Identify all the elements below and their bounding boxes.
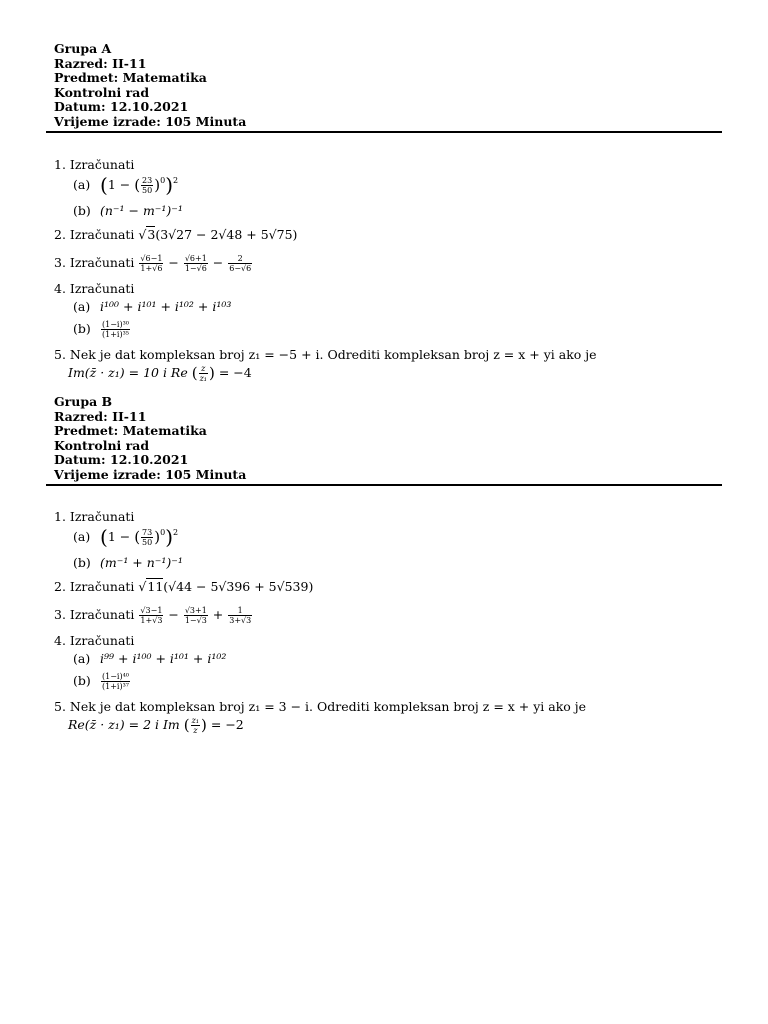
subproblem-label: (a) [73, 299, 91, 314]
expression: (m⁻¹ + n⁻¹)⁻¹ [100, 555, 183, 570]
fraction [228, 254, 252, 273]
duration-line: Vrijeme izrade: 105 Minuta [54, 113, 247, 129]
fraction-denominator: z [193, 726, 198, 735]
fraction [139, 254, 163, 273]
fraction-numerator: √3+1 [184, 606, 207, 615]
fraction [184, 254, 208, 273]
subproblem-label: (a) [73, 177, 91, 192]
problem-4b [54, 672, 131, 691]
problem-label: 2. Izračunati [54, 579, 135, 594]
header-divider [46, 131, 722, 133]
subject-line: Predmet: Matematika [54, 70, 207, 85]
square-root: √3 [138, 227, 156, 242]
problem-4a [54, 299, 231, 314]
fraction [101, 672, 130, 691]
fraction-denominator: 50 [142, 186, 153, 195]
fraction-numerator: √3−1 [140, 606, 163, 615]
fraction [141, 176, 153, 195]
expression: (√44 − 5√396 + 5√539) [163, 579, 314, 594]
fraction [141, 528, 153, 547]
group-title: Grupa B [54, 394, 113, 409]
class-line: Razred: II-11 [54, 408, 147, 424]
problem-condition: Re(z̄ · z₁) = 2 i Im ( $\frac{\text{z₁}}{z}$ ) = −2 [68, 716, 244, 735]
fraction [101, 320, 130, 339]
fraction-numerator: z [199, 364, 208, 374]
header-divider [46, 484, 722, 486]
problem-3: 3. Izračunati $\frac{√3-1}{1+√3}$ − $\frac{√3+1}{1-√3}$ + $\frac{1}{3+√3}$ [54, 606, 252, 625]
problem-2 [54, 227, 297, 242]
fraction-numerator: √6−1 [140, 254, 163, 263]
fraction-denominator: 1+√3 [140, 616, 163, 625]
problem-1a: (a) (1 − ( $\frac{73}{50}$ )$^0$)$^2$ [73, 525, 179, 549]
fraction-numerator: 23 [142, 176, 153, 185]
condition-value: = −2 [210, 717, 244, 732]
problem-4 [54, 281, 134, 296]
fraction [199, 364, 208, 383]
test-type-line: Kontrolni rad [54, 84, 150, 100]
fraction-denominator: (1+i)³⁷ [102, 682, 130, 691]
problem-label: 3. Izračunati [54, 255, 135, 270]
problem-condition: Im(z̄ · z₁) = 10 i Re ( $\frac{z}{\text{z₁}}$ ) = −4 [68, 364, 252, 383]
fraction-denominator: 1−√6 [184, 264, 207, 273]
fraction-denominator: 3+√3 [229, 616, 252, 625]
subproblem-label: (b) [73, 203, 91, 218]
problem-text: 5. Nek je dat kompleksan broj z₁ = −5 + i. Odrediti kompleksan broj z = x + yi ako je [54, 347, 597, 362]
subject-line: Predmet: Matematika [54, 423, 207, 438]
expression: (n⁻¹ − m⁻¹)⁻¹ [100, 203, 183, 218]
group-b-header [54, 395, 246, 482]
group-title: Grupa A [54, 41, 112, 56]
fraction-denominator: 1−√3 [184, 616, 207, 625]
fraction [139, 606, 163, 625]
fraction [191, 716, 200, 735]
fraction-numerator: 1 [228, 606, 252, 616]
group-a-header [54, 42, 246, 129]
expression: i¹⁰⁰ + i¹⁰¹ + i¹⁰² + i¹⁰³ [100, 299, 232, 314]
fraction-numerator: (1−i)³⁰ [102, 320, 130, 329]
date-line: Datum: 12.10.2021 [54, 99, 189, 114]
problem-4a [54, 651, 226, 666]
problem-4b [54, 320, 131, 339]
fraction-denominator: 1+√6 [140, 264, 163, 273]
expression: i⁹⁹ + i¹⁰⁰ + i¹⁰¹ + i¹⁰² [100, 651, 227, 666]
subproblem-label: (b) [73, 321, 91, 336]
problem-label: 2. Izračunati [54, 227, 135, 242]
test-type-line: Kontrolni rad [54, 437, 150, 453]
condition-text: Im(z̄ · z₁) = 10 i Re [68, 365, 188, 380]
condition-value: = −4 [218, 365, 252, 380]
problem-label: 3. Izračunati [54, 607, 135, 622]
problem-2 [54, 579, 313, 594]
class-line: Razred: II-11 [54, 55, 147, 71]
fraction [184, 606, 208, 625]
problem-3: 3. Izračunati $\frac{√6-1}{1+√6}$ − $\frac{√6+1}{1-√6}$ − $\frac{2}{6-√6}$ [54, 254, 252, 273]
fraction-numerator: √6+1 [184, 254, 207, 263]
subproblem-label: (b) [73, 555, 91, 570]
problem-5 [54, 699, 734, 735]
problem-1 [54, 509, 134, 524]
fraction-numerator: z₁ [191, 716, 200, 725]
problem-text: 5. Nek je dat kompleksan broj z₁ = 3 − i. Odrediti kompleksan broj z = x + yi ako je [54, 699, 587, 714]
fraction-denominator: 50 [142, 538, 153, 547]
fraction-numerator: 2 [228, 254, 252, 264]
problem-1a: (a) (1 − ( $\frac{23}{50}$ )$^0$)$^2$ [73, 173, 179, 197]
problem-label: 1. Izračunati [54, 509, 135, 524]
problem-1 [54, 157, 134, 172]
problem-label: 4. Izračunati [54, 633, 135, 648]
problem-1b [54, 203, 183, 218]
problem-label: 1. Izračunati [54, 157, 135, 172]
problem-5 [54, 347, 734, 383]
subproblem-label: (a) [73, 651, 91, 666]
square-root: √11 [138, 579, 164, 594]
date-line: Datum: 12.10.2021 [54, 452, 189, 467]
fraction [228, 606, 252, 625]
fraction-numerator: (1−i)⁴⁰ [102, 672, 130, 681]
radicand: 11 [147, 579, 164, 594]
subproblem-label: (a) [73, 529, 91, 544]
fraction-denominator: 6−√6 [229, 264, 252, 273]
fraction-numerator: 73 [142, 528, 153, 537]
fraction-denominator: z₁ [199, 374, 207, 383]
radicand: 3 [147, 227, 156, 242]
fraction-denominator: (1+i)³⁵ [102, 330, 130, 339]
problem-label: 4. Izračunati [54, 281, 135, 296]
condition-text: Re(z̄ · z₁) = 2 i Im [68, 717, 180, 732]
expression: (3√27 − 2√48 + 5√75) [155, 227, 298, 242]
problem-4 [54, 633, 134, 648]
subproblem-label: (b) [73, 673, 91, 688]
duration-line: Vrijeme izrade: 105 Minuta [54, 466, 247, 482]
problem-1b [54, 555, 183, 570]
